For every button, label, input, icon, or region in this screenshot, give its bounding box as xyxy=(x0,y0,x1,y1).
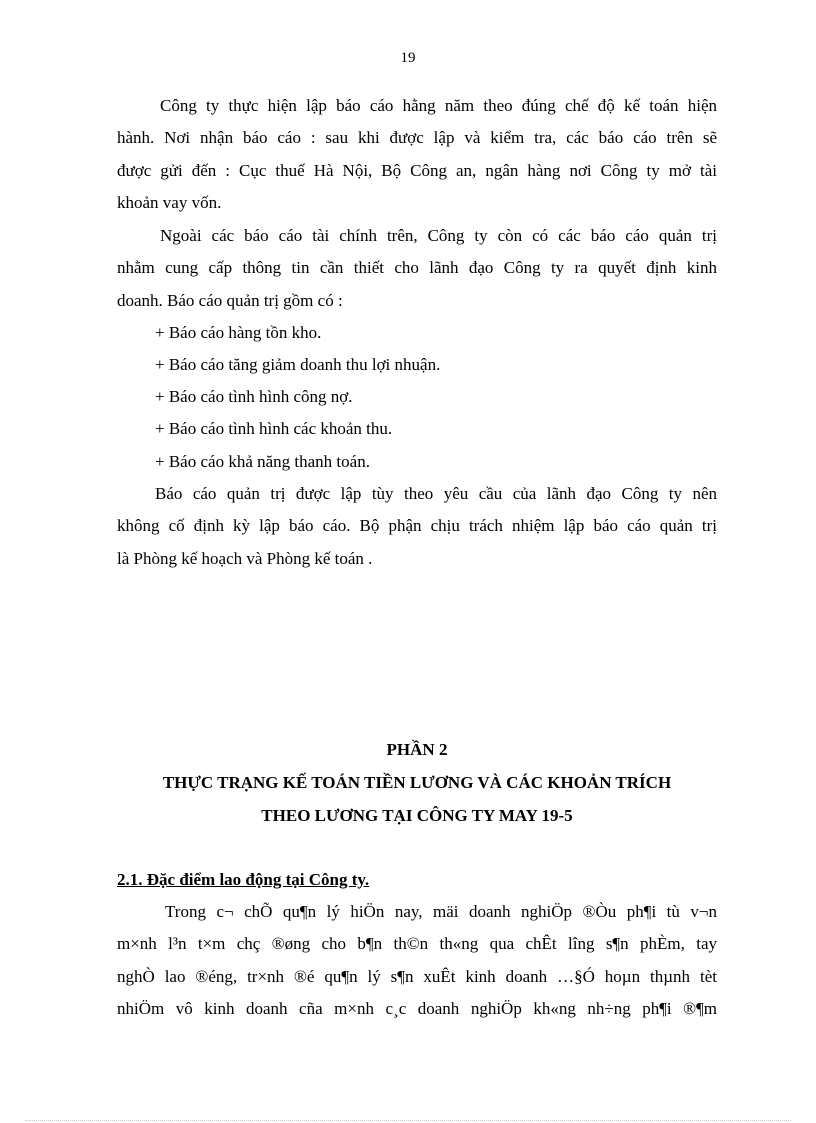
list-item: + Báo cáo khả năng thanh toán. xyxy=(155,452,370,471)
section-heading: 2.1. Đặc điểm lao động tại Công ty. xyxy=(117,870,370,889)
para3-line-3: là Phòng kế hoạch và Phòng kế toán . xyxy=(117,549,373,568)
para4-line-1: Trong c¬ chÕ qu¶n lý hiÖn nay, mäi doanh nghiÖp ®Òu ph¶i tù v¬n xyxy=(165,902,717,921)
list-item: + Báo cáo tình hình công nợ. xyxy=(155,387,353,406)
para1-line-1: Công ty thực hiện lập báo cáo hằng năm theo đúng chế độ kế toán hiện xyxy=(160,96,717,115)
para4-line-4: nhiÖm vô kinh doanh cña m×nh c¸c doanh nghiÖp kh«ng nh÷ng ph¶i ®¶m xyxy=(117,999,717,1018)
part-title-line-2: THEO LƯƠNG TẠI CÔNG TY MAY 19-5 xyxy=(261,806,573,825)
para2-line-1: Ngoài các báo cáo tài chính trên, Công ty còn có các báo cáo quản trị xyxy=(160,226,717,245)
para1-line-4: khoản vay vốn. xyxy=(117,193,222,212)
para2-line-2: nhằm cung cấp thông tin cần thiết cho lãnh đạo Công ty ra quyết định kinh xyxy=(117,258,717,277)
list-item: + Báo cáo tình hình các khoản thu. xyxy=(155,419,393,438)
para3-line-1: Báo cáo quản trị được lập tùy theo yêu cầu của lãnh đạo Công ty nên xyxy=(155,484,717,503)
para4-line-2: m×nh l³n t×m chç ®øng cho b¶n th©n th«ng qua chÊt lîng s¶n phÈm, tay xyxy=(117,934,717,953)
list-item: + Báo cáo tăng giảm doanh thu lợi nhuận. xyxy=(155,355,441,374)
para1-line-2: hành. Nơi nhận báo cáo : sau khi được lập và kiểm tra, các báo cáo trên sẽ xyxy=(117,128,717,147)
para4-line-3: nghÒ lao ®éng, tr×nh ®é qu¶n lý s¶n xuÊt kinh doanh …§Ó hoµn thµnh tèt xyxy=(117,967,717,986)
para1-line-3: được gửi đến : Cục thuế Hà Nội, Bộ Công an, ngân hàng nơi Công ty mở tài xyxy=(117,161,717,180)
part-heading: PHẦN 2 xyxy=(386,740,448,759)
page-number: 19 xyxy=(400,50,416,66)
list-item: + Báo cáo hàng tồn kho. xyxy=(155,323,322,342)
page-bottom-rule xyxy=(25,1120,791,1121)
part-title-line-1: THỰC TRẠNG KẾ TOÁN TIỀN LƯƠNG VÀ CÁC KHOẢN TRÍCH xyxy=(162,773,672,792)
para2-line-3: doanh. Báo cáo quản trị gồm có : xyxy=(117,291,343,310)
para3-line-2: không cố định kỳ lập báo cáo. Bộ phận chịu trách nhiệm lập báo cáo quản trị xyxy=(117,516,717,535)
